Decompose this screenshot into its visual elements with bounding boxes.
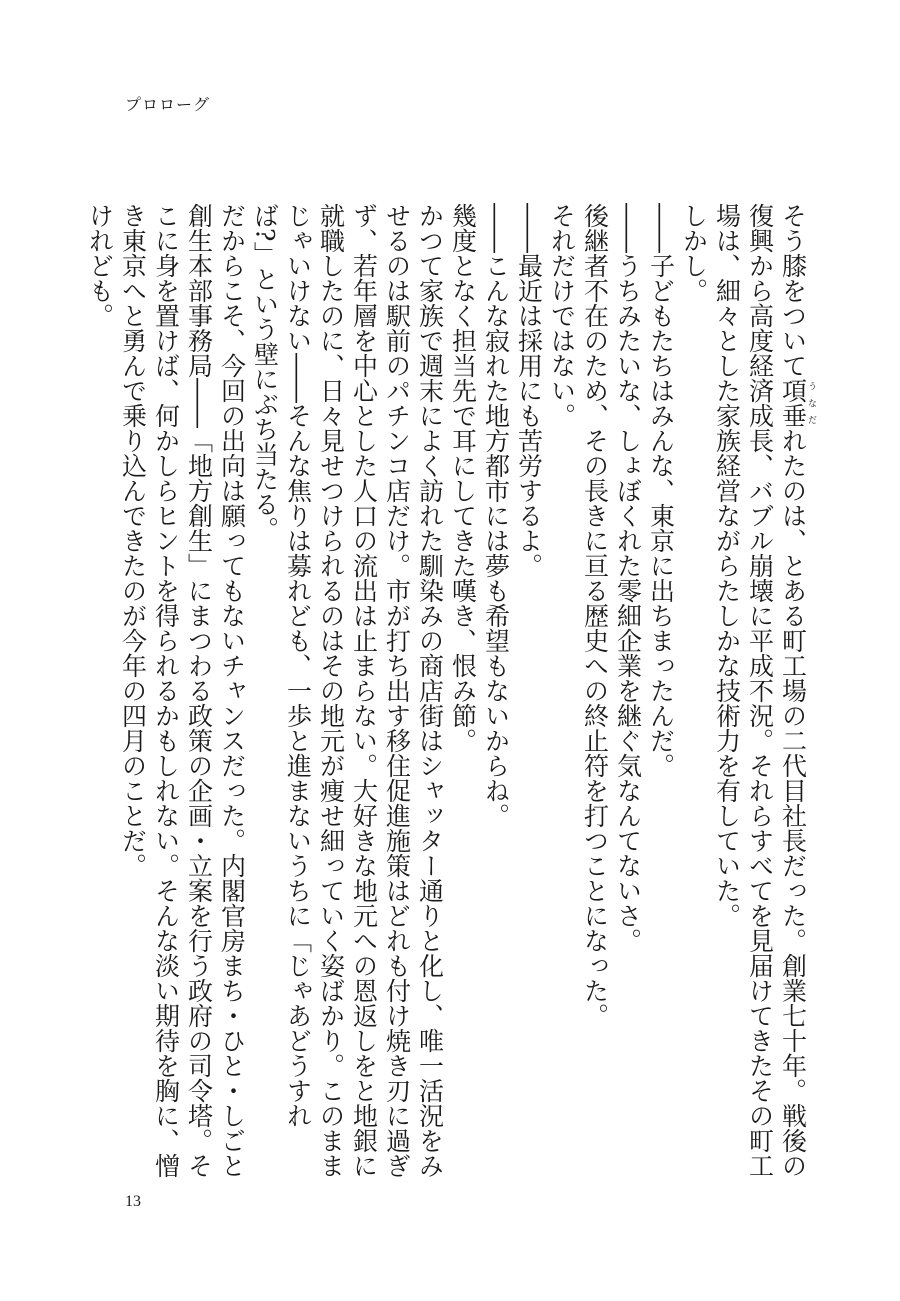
- paragraph-text: れたのは、とある町工場の二代目社長だった。創業七十年。戦後の復興から高度経済成長、バブル崩壊に平成不況。それらすべてを見届けてきたその町工場は、細々とした家族経営ながらたしかな技術力を有していた。: [712, 203, 808, 1178]
- paragraph: 後継者不在のため、その長きに亘る歴史への終止符を打つことになった。: [580, 203, 610, 1028]
- paragraph: けれども。: [85, 203, 115, 328]
- page-number: 13: [125, 1193, 141, 1210]
- dialogue-line: ――子どもたちはみんな、東京に出ちまったんだ。: [646, 203, 676, 778]
- ruby-word: 項垂うなだ: [778, 378, 816, 428]
- paragraph: だからこそ、今回の出向は願ってもないチャンスだった。内閣官房まち・ひと・しごと創生本部事務局――「地方創生」にまつわる政策の企画・立案を行う政府の司令塔。そこに身を置けば、何かしらヒントを得られるかもしれない。そんな淡い期待を胸に、憎き東京へと勇んで乗り込んできたのが今年の四月のことだ。: [118, 203, 247, 1178]
- paragraph: [711, 178, 817, 1178]
- paragraph: かつて家族で週末によく訪れた馴染みの商店街はシャッター通りと化し、唯一活況をみせるのは駅前のパチンコ店だけ。市が打ち出す移住促進施策はどれも付け焼き刃に過ぎず、若年層を中心とした人口の流出は止まらない。大好きな地元への恩返しをと地銀に就職したのに、日々見せつけられるのはその地元が痩せ細っていく姿ばかり。このままじゃいけない――そんな焦りは募れども、一歩と進まないうちに「じゃあどうすれば?」という壁にぶち当たる。: [250, 203, 445, 1178]
- running-head: プロローグ: [125, 95, 211, 114]
- body-text: [85, 178, 816, 1178]
- dialogue-line: ――こんな寂れた地方都市には夢も希望もないからね。: [481, 203, 511, 828]
- dialogue-line: ――うちみたいな、しょぼくれた零細企業を継ぐ気なんてないさ。: [613, 203, 643, 953]
- paragraph: 幾度となく担当先で耳にしてきた嘆き、恨み節。: [448, 203, 478, 753]
- paragraph: それだけではない。: [547, 203, 577, 428]
- dialogue-line: ――最近は採用にも苦労するよ。: [514, 203, 544, 578]
- paragraph-text: そう膝をついて: [778, 203, 808, 378]
- ruby-reading: うなだ: [806, 378, 816, 428]
- paragraph: しかし。: [679, 203, 709, 303]
